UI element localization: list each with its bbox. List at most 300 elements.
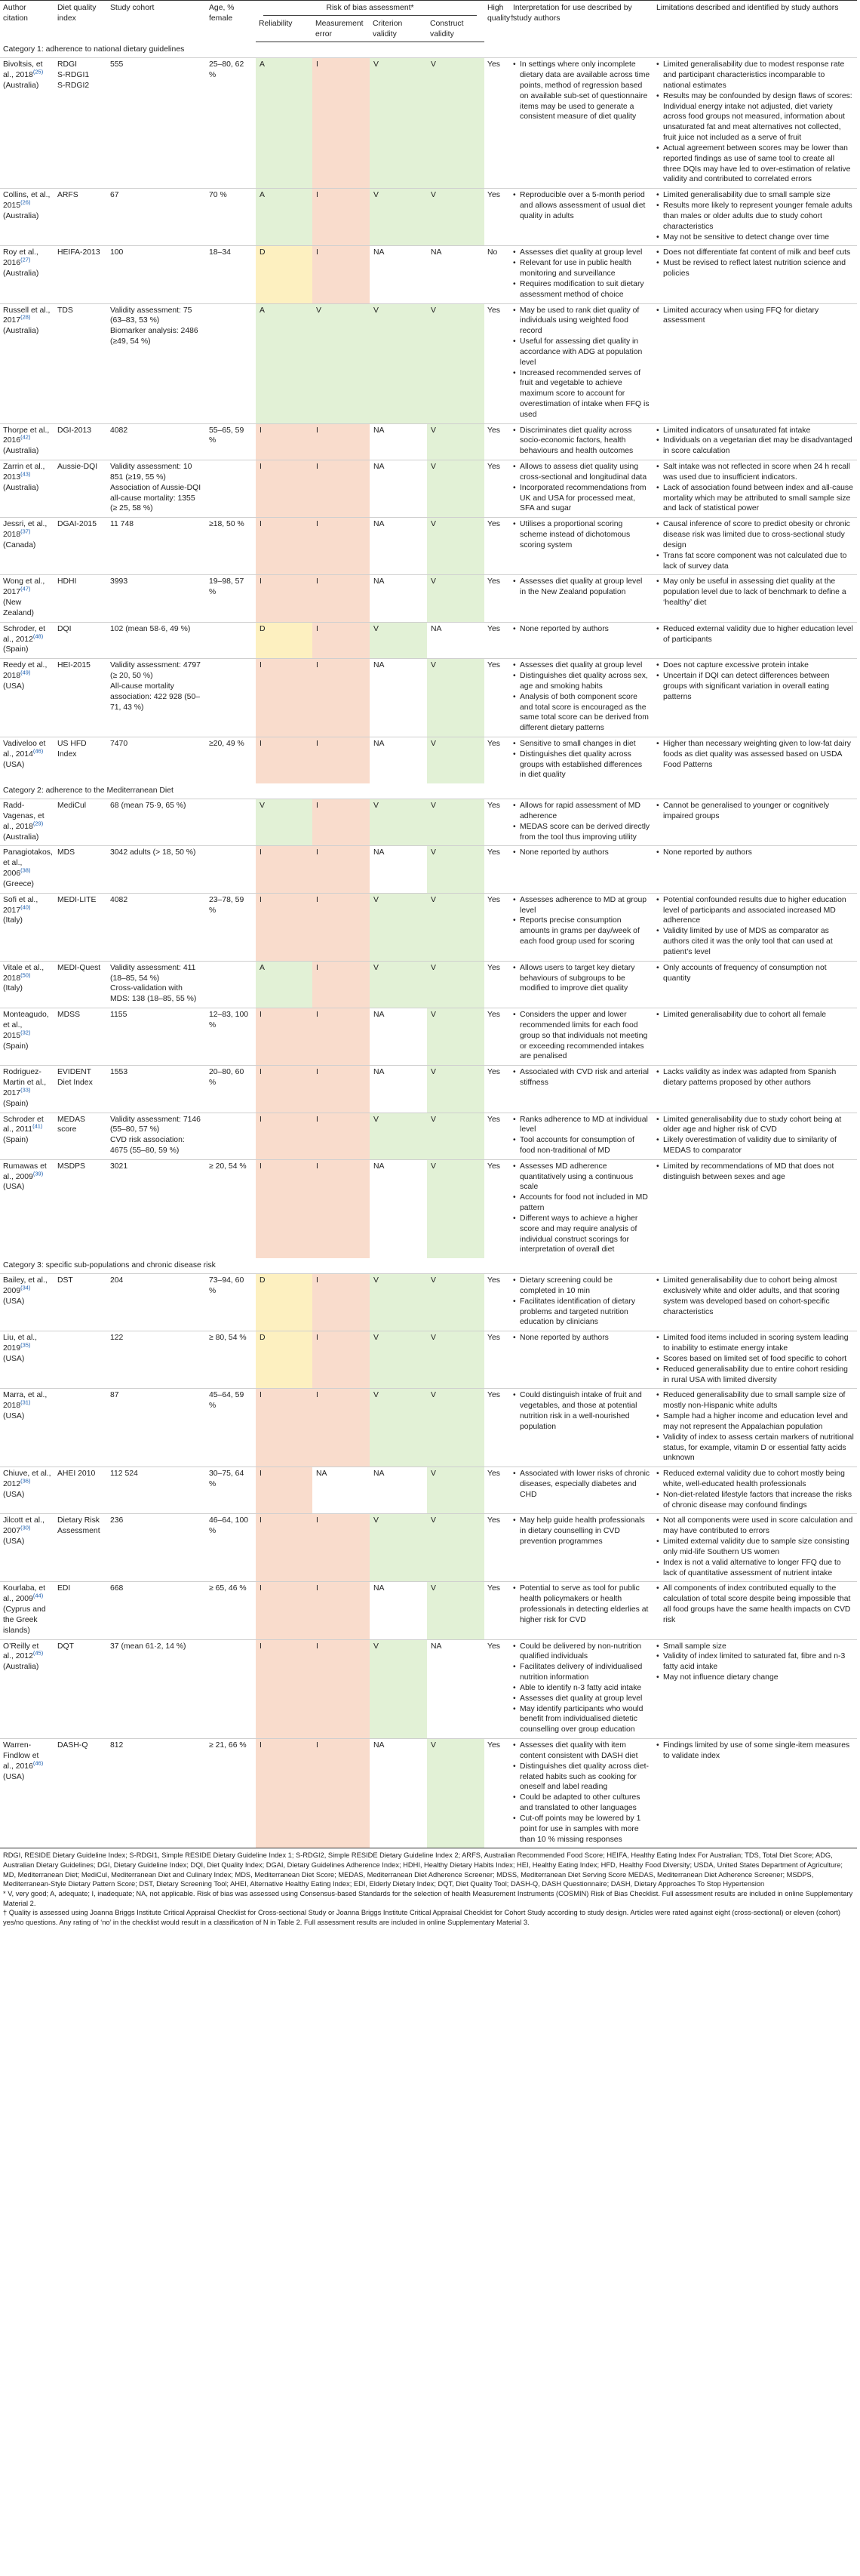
interpretation-list xyxy=(513,1276,650,1328)
interpretation-point: • Accounts for food not included in MD pattern xyxy=(513,1193,650,1214)
cell-author xyxy=(0,622,54,658)
reference-link[interactable]: (33) xyxy=(20,1086,31,1094)
cell-high-quality: Yes xyxy=(484,1008,510,1066)
cell-high-quality: Yes xyxy=(484,1739,510,1848)
cell-measurement-error: I xyxy=(312,1389,370,1467)
cell-measurement-error: I xyxy=(312,518,370,575)
cell-measurement-error: I xyxy=(312,423,370,460)
cell-cohort: 102 (mean 58·6, 49 %) xyxy=(107,622,206,658)
cell-author xyxy=(0,1514,54,1582)
reference-link[interactable]: (35) xyxy=(20,1341,31,1349)
cell-index: Dietary Risk Assessment xyxy=(54,1514,107,1582)
cell-interpretation xyxy=(510,1582,653,1639)
interpretation-list xyxy=(513,963,650,994)
cell-index: MediCul xyxy=(54,799,107,846)
cell-reliability: A xyxy=(256,189,312,246)
interpretation-point: • Assesses adherence to MD at group level xyxy=(513,895,650,916)
cell-limitations xyxy=(653,1514,857,1582)
cell-high-quality: Yes xyxy=(484,575,510,622)
interpretation-point: • Reports precise consumption amounts in grams per day/week of each food group used for scoring xyxy=(513,916,650,946)
cell-construct-validity: V xyxy=(427,1514,484,1582)
cell-cohort: 11 748 xyxy=(107,518,206,575)
cell-construct-validity: V xyxy=(427,1582,484,1639)
cell-age: 23–78, 59 % xyxy=(206,893,256,961)
cell-high-quality: Yes xyxy=(484,622,510,658)
reference-link[interactable]: (43) xyxy=(20,470,31,478)
cell-interpretation xyxy=(510,518,653,575)
reference-link[interactable]: (40) xyxy=(20,903,31,911)
category-row xyxy=(0,42,857,58)
cell-limitations xyxy=(653,1467,857,1514)
cell-cohort: Validity assessment: 75 (63–83, 53 %) Biomarker analysis: 2486 (≥49, 54 %) xyxy=(107,303,206,423)
cell-criterion-validity: NA xyxy=(370,1008,427,1066)
interpretation-list xyxy=(513,462,650,514)
cell-reliability: I xyxy=(256,846,312,893)
cell-construct-validity: V xyxy=(427,1274,484,1331)
reference-link[interactable]: (45) xyxy=(32,1649,44,1657)
limitation-point: • Limited generalisability due to cohort being almost exclusively white and older adults, and that scoring system was developed based on cohort-specific characteristics xyxy=(656,1276,854,1317)
cell-measurement-error: I xyxy=(312,58,370,189)
interpretation-point: • In settings where only incomplete dietary data are available across time points, method of regression based on available sub-set of questionnaire items may be used to generate a consistent measure of diet quality xyxy=(513,60,650,122)
cell-author xyxy=(0,1467,54,1514)
cell-reliability: D xyxy=(256,246,312,303)
cell-reliability: I xyxy=(256,893,312,961)
cell-limitations xyxy=(653,246,857,303)
interpretation-point: • Assesses diet quality at group level xyxy=(513,660,650,671)
interpretation-point: • Analysis of both component score and total score is encouraged as the same total score can be derived from different dietary patterns xyxy=(513,692,650,734)
cell-cohort: 67 xyxy=(107,189,206,246)
table-row-jessri xyxy=(0,518,857,575)
limitation-point: • Not all components were used in score calculation and may have contributed to errors xyxy=(656,1516,854,1537)
cell-interpretation xyxy=(510,1639,653,1738)
cell-index: HDHI xyxy=(54,575,107,622)
limitations-list xyxy=(656,1115,854,1156)
cell-high-quality: Yes xyxy=(484,1514,510,1582)
author-location: (Australia) xyxy=(3,483,39,492)
cell-reliability: I xyxy=(256,1582,312,1639)
author-location: (Australia) xyxy=(3,1663,39,1672)
col-interpretation: Interpretation for use described by study authors xyxy=(513,4,632,23)
limitation-point: • Limited external validity due to sample size consisting only mid-life Southern US women xyxy=(656,1537,854,1558)
limitations-list xyxy=(656,624,854,645)
table-row-vadiveloo xyxy=(0,737,857,784)
interpretation-point: • Cut-off points may be lowered by 1 point for use in samples with more than 10 % missing responses xyxy=(513,1814,650,1845)
limitations-list xyxy=(656,1333,854,1385)
cell-measurement-error: I xyxy=(312,575,370,622)
cell-construct-validity: V xyxy=(427,58,484,189)
table-row-liu xyxy=(0,1331,857,1389)
author-name: Thorpe et al., 2016 xyxy=(3,426,50,445)
author-location: (Canada) xyxy=(3,540,36,549)
cell-construct-validity: V xyxy=(427,575,484,622)
limitation-point: • Higher than necessary weighting given to low-fat dairy foods as diet quality was assessed based on USDA Food Patterns xyxy=(656,739,854,770)
reference-link[interactable]: (30) xyxy=(20,1524,31,1531)
cell-reliability: I xyxy=(256,1739,312,1848)
cell-age: 18–34 xyxy=(206,246,256,303)
cell-measurement-error: I xyxy=(312,737,370,784)
cell-reliability: D xyxy=(256,1274,312,1331)
cell-measurement-error: I xyxy=(312,246,370,303)
table-row-warren xyxy=(0,1739,857,1848)
cell-reliability: V xyxy=(256,799,312,846)
cell-author xyxy=(0,1274,54,1331)
cell-cohort: 204 xyxy=(107,1274,206,1331)
cell-reliability: I xyxy=(256,460,312,518)
cell-cohort: 1553 xyxy=(107,1066,206,1113)
category-row xyxy=(0,1258,857,1273)
interpretation-point: • Assesses diet quality at group level xyxy=(513,248,650,258)
author-name: Collins, et al., 2015 xyxy=(3,191,51,211)
cell-limitations xyxy=(653,1066,857,1113)
author-name: Schroder, et al., 2012 xyxy=(3,624,46,644)
col-author: Author citation xyxy=(3,4,28,23)
limitations-list xyxy=(656,1469,854,1510)
cell-interpretation xyxy=(510,1159,653,1258)
cell-author xyxy=(0,423,54,460)
cell-interpretation xyxy=(510,737,653,784)
author-name: Vadiveloo et al., 2014 xyxy=(3,740,46,759)
cell-construct-validity: V xyxy=(427,460,484,518)
interpretation-list xyxy=(513,1115,650,1156)
col-measurement-error: Measurement error xyxy=(312,17,370,42)
cell-high-quality: Yes xyxy=(484,846,510,893)
col-construct-validity: Construct validity xyxy=(427,17,484,42)
limitations-list xyxy=(656,739,854,770)
author-name: Liu, et al., 2019 xyxy=(3,1334,38,1353)
cell-construct-validity: V xyxy=(427,1467,484,1514)
interpretation-list xyxy=(513,1390,650,1432)
limitation-point: • Findings limited by use of some single-item measures to validate index xyxy=(656,1740,854,1762)
reference-link[interactable]: (46) xyxy=(32,747,44,755)
cell-author xyxy=(0,575,54,622)
interpretation-list xyxy=(513,895,650,947)
table-row-jilcott xyxy=(0,1514,857,1582)
cell-limitations xyxy=(653,58,857,189)
limitation-point: • Causal inference of score to predict obesity or chronic disease risk was limited due to cross-sectional study design xyxy=(656,519,854,550)
author-location: (Cyprus and the Greek islands) xyxy=(3,1605,46,1635)
limitation-point: • Does not capture excessive protein intake xyxy=(656,660,854,671)
cell-age xyxy=(206,460,256,518)
cell-measurement-error: I xyxy=(312,1331,370,1389)
interpretation-point: • Requires modification to suit dietary assessment method of choice xyxy=(513,279,650,300)
reference-link[interactable]: (25) xyxy=(32,68,44,75)
cell-age: 55–65, 59 % xyxy=(206,423,256,460)
cell-high-quality: Yes xyxy=(484,893,510,961)
cell-age: 46–64, 100 % xyxy=(206,1514,256,1582)
col-age: Age, % female xyxy=(209,4,235,23)
cell-interpretation xyxy=(510,1331,653,1389)
interpretation-list xyxy=(513,1010,650,1062)
category-title: Category 2: adherence to the Mediterranean Diet xyxy=(3,786,174,796)
table-row-schroder2011 xyxy=(0,1113,857,1159)
interpretation-point: • May be used to rank diet quality of individuals using weighted food record xyxy=(513,306,650,337)
limitation-point: • Uncertain if DQI can detect differences between groups with significant variation in overall eating patterns xyxy=(656,671,854,702)
author-name: Jilcott et al., 2007 xyxy=(3,1516,45,1536)
cell-age: ≥ 21, 66 % xyxy=(206,1739,256,1848)
author-name: Radd-Vagenas, et al., 2018 xyxy=(3,802,45,831)
cell-cohort: 3993 xyxy=(107,575,206,622)
col-bias-group xyxy=(256,1,484,17)
col-reliability: Reliability xyxy=(256,17,312,42)
cell-limitations xyxy=(653,1008,857,1066)
limitation-point: • May only be useful in assessing diet quality at the population level due to lack of benchmark to define a ‘healthy’ diet xyxy=(656,577,854,608)
limitation-point: • Validity limited by use of MDS as comparator as authors cited it was the only tool that can used at patient’s level xyxy=(656,926,854,957)
limitation-point: • Likely overestimation of validity due to similarity of MEDAS to comparator xyxy=(656,1135,854,1156)
limitations-list xyxy=(656,895,854,958)
author-location: (New Zealand) xyxy=(3,599,35,617)
reference-link[interactable]: (26) xyxy=(20,199,31,206)
reference-link[interactable]: (39) xyxy=(32,1170,44,1177)
interpretation-point: • Tool accounts for consumption of food non-traditional of MD xyxy=(513,1135,650,1156)
cell-interpretation xyxy=(510,189,653,246)
cell-criterion-validity: V xyxy=(370,893,427,961)
cell-high-quality: No xyxy=(484,246,510,303)
cell-author xyxy=(0,1066,54,1113)
author-location: (USA) xyxy=(3,1412,25,1421)
cell-reliability: I xyxy=(256,659,312,737)
limitation-point: • Must be revised to reflect latest nutrition science and policies xyxy=(656,258,854,279)
cell-age: ≥20, 49 % xyxy=(206,737,256,784)
cell-measurement-error: V xyxy=(312,303,370,423)
cell-high-quality: Yes xyxy=(484,460,510,518)
reference-link[interactable]: (27) xyxy=(20,256,31,263)
cell-index: MSDPS xyxy=(54,1159,107,1258)
limitation-point: • Does not differentiate fat content of milk and beef cuts xyxy=(656,248,854,258)
cell-index: HEIFA-2013 xyxy=(54,246,107,303)
reference-link[interactable]: (36) xyxy=(20,1477,31,1485)
cell-cohort: 87 xyxy=(107,1389,206,1467)
limitation-point: • Limited by recommendations of MD that does not distinguish between sexes and age xyxy=(656,1162,854,1183)
cell-limitations xyxy=(653,1274,857,1331)
limitation-point: • Validity of index limited to saturated fat, fibre and n-3 fatty acid intake xyxy=(656,1651,854,1673)
reference-link[interactable]: (31) xyxy=(20,1399,31,1406)
cell-author xyxy=(0,1582,54,1639)
reference-link[interactable]: (47) xyxy=(20,585,31,592)
cell-interpretation xyxy=(510,1113,653,1159)
interpretation-point: • Reproducible over a 5-month period and allows assessment of usual diet quality in adults xyxy=(513,190,650,221)
interpretation-list xyxy=(513,519,650,550)
cell-interpretation xyxy=(510,659,653,737)
cell-criterion-validity: V xyxy=(370,189,427,246)
interpretation-point: • MEDAS score can be derived directly from the tool thus improving utility xyxy=(513,822,650,843)
author-name: Marra, et al., 2018 xyxy=(3,1391,48,1411)
reference-link[interactable]: (50) xyxy=(20,971,31,979)
cell-cohort: Validity assessment: 7146 (55–80, 57 %) CVD risk association: 4675 (55–80, 59 %) xyxy=(107,1113,206,1159)
cell-age xyxy=(206,659,256,737)
limitation-point: • All components of index contributed equally to the calculation of total score despite being impossible that all food groups have the same health impacts on CVD risk xyxy=(656,1583,854,1625)
cell-reliability: I xyxy=(256,518,312,575)
cell-limitations xyxy=(653,893,857,961)
cell-cohort: 100 xyxy=(107,246,206,303)
author-location: (Italy) xyxy=(3,984,23,993)
cell-interpretation xyxy=(510,1514,653,1582)
reference-link[interactable]: (29) xyxy=(32,820,44,827)
author-location: (USA) xyxy=(3,760,25,769)
cell-criterion-validity: NA xyxy=(370,423,427,460)
reference-link[interactable]: (38) xyxy=(20,866,31,874)
author-location: (Australia) xyxy=(3,211,39,220)
reference-link[interactable]: (28) xyxy=(20,313,31,321)
cell-criterion-validity: V xyxy=(370,58,427,189)
limitation-point: • Reduced external validity due to cohort mostly being white, well-educated health professionals xyxy=(656,1469,854,1490)
author-name: Panagiotakos, et al., 2006 xyxy=(3,848,53,879)
cell-criterion-validity: NA xyxy=(370,659,427,737)
cell-interpretation xyxy=(510,246,653,303)
cell-construct-validity: V xyxy=(427,1331,484,1389)
limitations-list xyxy=(656,801,854,822)
cell-interpretation xyxy=(510,1467,653,1514)
reference-link[interactable]: (44) xyxy=(32,1592,44,1599)
interpretation-point: • Distinguishes diet quality across diet-related habits such as cooking for oneself and label reading xyxy=(513,1762,650,1793)
author-name: Bailey, et al., 2009 xyxy=(3,1276,48,1295)
cell-construct-validity: V xyxy=(427,518,484,575)
cell-age xyxy=(206,303,256,423)
cell-index xyxy=(54,1331,107,1389)
cell-cohort: 236 xyxy=(107,1514,206,1582)
cell-criterion-validity: NA xyxy=(370,1467,427,1514)
limitation-point: • Index is not a valid alternative to longer FFQ due to lack of quantitative assessment of nutrient intake xyxy=(656,1558,854,1579)
cell-construct-validity: V xyxy=(427,189,484,246)
limitation-point: • Actual agreement between scores may be lower than reported findings as use of same tool to create all three DQIs may have led to over-estimation of relative validity and contributed to correlated errors xyxy=(656,143,854,185)
cell-index: RDGI S-RDGI1 S-RDGI2 xyxy=(54,58,107,189)
cell-reliability: D xyxy=(256,1331,312,1389)
cell-limitations xyxy=(653,846,857,893)
cell-cohort: Validity assessment: 10 851 (≥19, 55 %) Association of Aussie-DQI all-cause mortality: 1355 (≥ 25, 58 %) xyxy=(107,460,206,518)
reference-link[interactable]: (34) xyxy=(20,1284,31,1291)
interpretation-list xyxy=(513,739,650,780)
cell-cohort: Validity assessment: 4797 (≥ 20, 50 %) All-cause mortality association: 422 928 (50–71, 43 %) xyxy=(107,659,206,737)
cell-high-quality: Yes xyxy=(484,961,510,1008)
cell-cohort: 37 (mean 61·2, 14 %) xyxy=(107,1639,206,1738)
cell-construct-validity: V xyxy=(427,303,484,423)
cell-high-quality: Yes xyxy=(484,1066,510,1113)
cell-age xyxy=(206,1639,256,1738)
table-row-wong xyxy=(0,575,857,622)
cell-high-quality: Yes xyxy=(484,1274,510,1331)
bias-group-label: Risk of bias assessment* xyxy=(263,3,477,16)
cell-reliability: I xyxy=(256,1467,312,1514)
reference-link[interactable]: (49) xyxy=(20,669,31,676)
cell-limitations xyxy=(653,423,857,460)
table-row-rodriguez xyxy=(0,1066,857,1113)
cell-construct-validity: NA xyxy=(427,246,484,303)
cell-construct-validity: V xyxy=(427,1113,484,1159)
cell-age: ≥18, 50 % xyxy=(206,518,256,575)
reference-link[interactable]: (37) xyxy=(20,528,31,535)
interpretation-list xyxy=(513,1583,650,1625)
cell-age: 30–75, 64 % xyxy=(206,1467,256,1514)
cell-limitations xyxy=(653,518,857,575)
interpretation-list xyxy=(513,1067,650,1088)
interpretation-point: • Potential to serve as tool for public health policymakers or health professionals in detecting elderlies at higher risk for CVD xyxy=(513,1583,650,1625)
cell-high-quality: Yes xyxy=(484,58,510,189)
cell-criterion-validity: V xyxy=(370,1389,427,1467)
author-location: (USA) xyxy=(3,1354,25,1363)
col-index: Diet quality index xyxy=(57,4,97,23)
interpretation-list xyxy=(513,577,650,598)
reference-link[interactable]: (46) xyxy=(32,1759,44,1767)
cell-criterion-validity: V xyxy=(370,799,427,846)
cell-measurement-error: I xyxy=(312,799,370,846)
reference-link[interactable]: (42) xyxy=(20,434,31,441)
cell-age: 73–94, 60 % xyxy=(206,1274,256,1331)
cell-reliability: A xyxy=(256,58,312,189)
cell-author xyxy=(0,846,54,893)
interpretation-point: • Different ways to achieve a higher score and may require analysis of individual construct scorings for interpretation of overall diet xyxy=(513,1214,650,1255)
cell-age xyxy=(206,1113,256,1159)
reference-link[interactable]: (48) xyxy=(32,632,44,640)
interpretation-point: • Facilitates identification of dietary problems and targeted nutrition education by clinicians xyxy=(513,1297,650,1328)
limitations-list xyxy=(656,426,854,457)
cell-criterion-validity: V xyxy=(370,622,427,658)
interpretation-list xyxy=(513,1516,650,1547)
cell-measurement-error: I xyxy=(312,1159,370,1258)
cell-measurement-error: I xyxy=(312,961,370,1008)
table-row-monteagudo xyxy=(0,1008,857,1066)
interpretation-list xyxy=(513,1740,650,1845)
limitation-point: • Limited food items included in scoring system leading to inability to estimate energy intake xyxy=(656,1333,854,1354)
reference-link[interactable]: (32) xyxy=(20,1029,31,1036)
interpretation-point: • Assesses diet quality at group level xyxy=(513,1694,650,1704)
limitations-list xyxy=(656,519,854,571)
limitation-point: • Reduced generalisability due to entire cohort residing in rural USA with limited diversity xyxy=(656,1365,854,1386)
cell-reliability: D xyxy=(256,622,312,658)
author-location: (Spain) xyxy=(3,1136,29,1145)
table-row-collins xyxy=(0,189,857,246)
limitations-list xyxy=(656,1390,854,1463)
limitation-point: • Trans fat score component was not calculated due to lack of survey data xyxy=(656,551,854,572)
cell-construct-validity: V xyxy=(427,1066,484,1113)
cell-index: Aussie-DQI xyxy=(54,460,107,518)
cell-limitations xyxy=(653,1639,857,1738)
cell-measurement-error: I xyxy=(312,622,370,658)
interpretation-list xyxy=(513,801,650,842)
table-header xyxy=(0,1,857,42)
cell-high-quality: Yes xyxy=(484,737,510,784)
cell-criterion-validity: V xyxy=(370,961,427,1008)
limitation-point: • Small sample size xyxy=(656,1642,854,1652)
cell-interpretation xyxy=(510,846,653,893)
cell-author xyxy=(0,1113,54,1159)
cell-reliability: I xyxy=(256,1113,312,1159)
limitation-point: • Salt intake was not reflected in score when 24 h recall was used due to insufficient indicators. xyxy=(656,462,854,483)
cell-limitations xyxy=(653,1739,857,1848)
cell-criterion-validity: NA xyxy=(370,1739,427,1848)
category-title: Category 1: adherence to national dietary guidelines xyxy=(3,45,185,54)
limitation-point: • May not influence dietary change xyxy=(656,1673,854,1683)
cell-interpretation xyxy=(510,303,653,423)
interpretation-list xyxy=(513,60,650,122)
author-location: (Italy) xyxy=(3,916,23,925)
cell-author xyxy=(0,1389,54,1467)
cell-measurement-error: I xyxy=(312,1582,370,1639)
author-name: Sofi et al., 2017 xyxy=(3,895,38,915)
cell-author xyxy=(0,518,54,575)
cell-construct-validity: V xyxy=(427,961,484,1008)
interpretation-point: • May identify participants who would benefit from individualised dietetic counselling over group education xyxy=(513,1704,650,1735)
reference-link[interactable]: (41) xyxy=(32,1122,43,1130)
limitation-point: • Limited generalisability due to cohort all female xyxy=(656,1010,854,1020)
table-footnotes xyxy=(0,1848,857,1927)
cell-measurement-error: I xyxy=(312,1008,370,1066)
cell-construct-validity: V xyxy=(427,737,484,784)
limitation-point: • Limited generalisability due to small sample size xyxy=(656,190,854,201)
cell-age: ≥ 65, 46 % xyxy=(206,1582,256,1639)
cell-high-quality: Yes xyxy=(484,1159,510,1258)
author-name: O’Reilly et al., 2012 xyxy=(3,1642,39,1661)
interpretation-point: • May help guide health professionals in dietary counselling in CVD prevention programmes xyxy=(513,1516,650,1547)
cell-index: HEI-2015 xyxy=(54,659,107,737)
